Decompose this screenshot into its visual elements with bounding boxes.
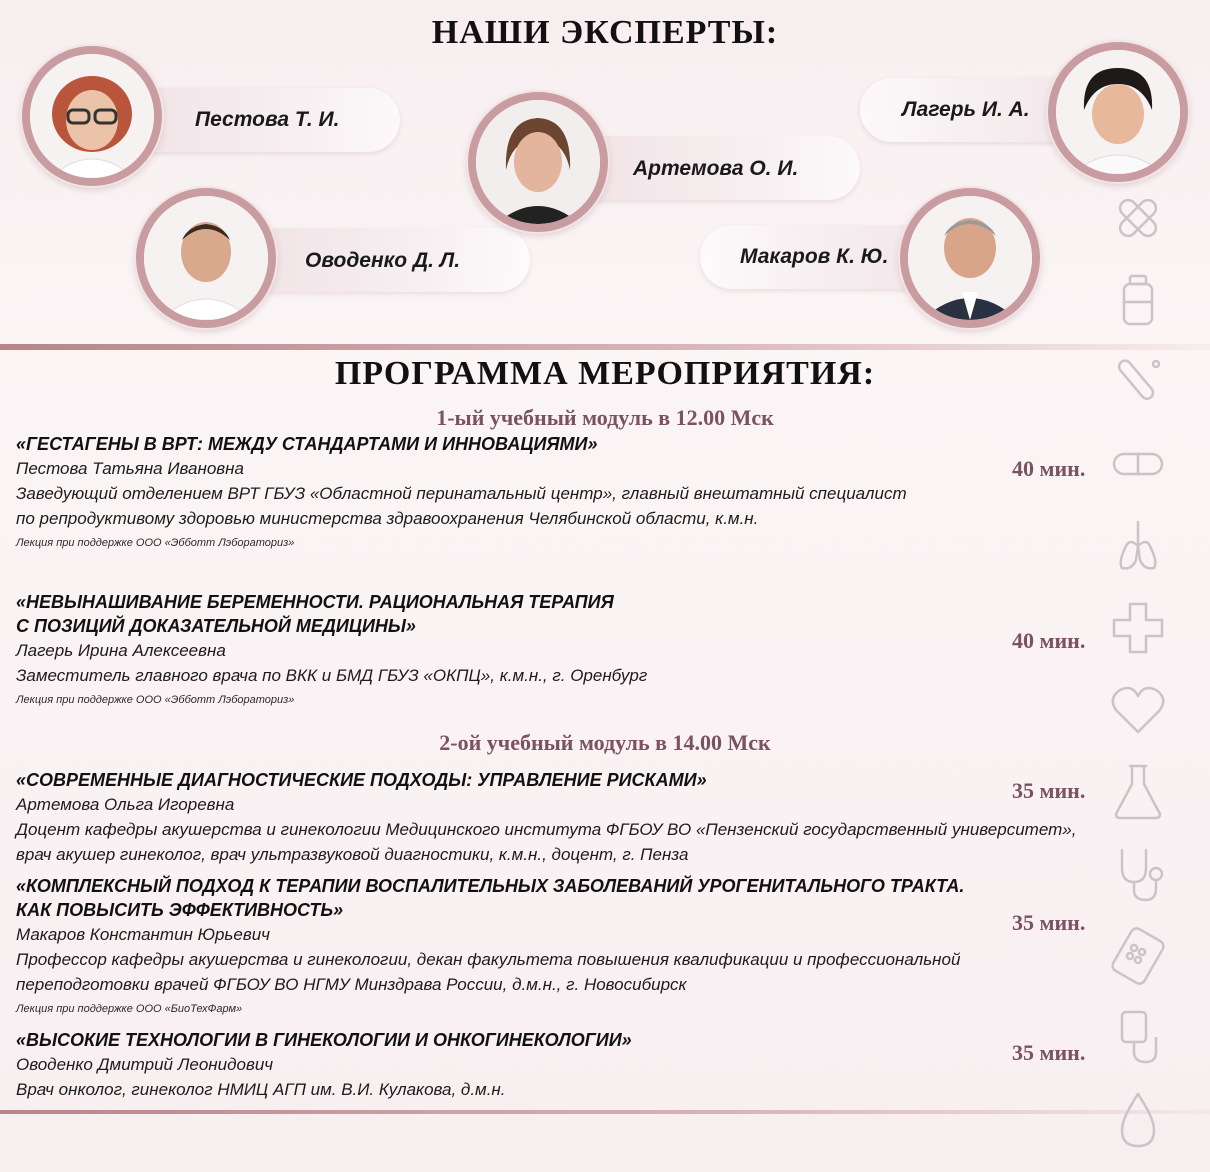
medical-cross-icon [1108, 598, 1168, 658]
talk-duration: 35 мин. [1012, 778, 1086, 803]
talk-description-line: Врач онколог, гинеколог НМИЦ АГП им. В.И. Кулакова, д.м.н. [16, 1080, 506, 1099]
section-divider [0, 344, 1210, 350]
talk-description-line: Заведующий отделением ВРТ ГБУЗ «Областной перинатальный центр», главный внештатный специалист [16, 484, 907, 503]
expert-photo [1048, 42, 1188, 182]
expert-photo [136, 188, 276, 328]
talk-sponsor: Лекция при поддержке ООО «БиоТехФарм» [16, 1003, 243, 1015]
expert-name: Оводенко Д. Л. [305, 249, 461, 272]
flask-icon [1108, 762, 1168, 822]
expert-name: Пестова Т. И. [195, 108, 340, 131]
talk-title [16, 432, 1096, 456]
talk-speaker: Пестова Татьяна Ивановна [16, 459, 244, 478]
talk-description-line: по репродуктивому здоровью министерства здравоохранения Челябинской области, к.м.н. [16, 509, 759, 528]
stethoscope-icon [1108, 844, 1168, 904]
program-talk [16, 432, 1096, 551]
thermometer-icon [1108, 352, 1168, 412]
talk-sponsor: Лекция при поддержке ООО «Эбботт Лэбораториз» [16, 537, 295, 549]
talk-title-line: С ПОЗИЦИЙ ДОКАЗАТЕЛЬНОЙ МЕДИЦИНЫ» [16, 616, 416, 636]
talk-title-line: «КОМПЛЕКСНЫЙ ПОДХОД К ТЕРАПИИ ВОСПАЛИТЕЛЬНЫХ ЗАБОЛЕВАНИЙ УРОГЕНИТАЛЬНОГО ТРАКТА. [16, 876, 965, 896]
talk-title [16, 874, 1096, 922]
talk-title-line: «ВЫСОКИЕ ТЕХНОЛОГИИ В ГИНЕКОЛОГИИ И ОНКОГИНЕКОЛОГИИ» [16, 1030, 632, 1050]
talk-title-line: «СОВРЕМЕННЫЕ ДИАГНОСТИЧЕСКИЕ ПОДХОДЫ: УПРАВЛЕНИЕ РИСКАМИ» [16, 770, 707, 790]
talk-title [16, 1028, 1096, 1052]
talk-sponsor: Лекция при поддержке ООО «Эбботт Лэбораториз» [16, 694, 295, 706]
lungs-icon [1108, 516, 1168, 576]
talk-description-line: Профессор кафедры акушерства и гинекологии, декан факультета повышения квалификации и профессиональной [16, 950, 961, 969]
experts-heading: НАШИ ЭКСПЕРТЫ: [431, 14, 779, 51]
talk-speaker: Артемова Ольга Игоревна [16, 795, 235, 814]
iv-drip-icon [1108, 1008, 1168, 1068]
talk-title-line: «ГЕСТАГЕНЫ В ВРТ: МЕЖДУ СТАНДАРТАМИ И ИННОВАЦИЯМИ» [16, 434, 598, 454]
program-heading: ПРОГРАММА МЕРОПРИЯТИЯ: [334, 355, 876, 392]
program-talk [16, 768, 1096, 867]
talk-description-line: Заместитель главного врача по ВКК и БМД ГБУЗ «ОКПЦ», к.м.н., г. Оренбург [16, 666, 648, 685]
expert-photo [22, 46, 162, 186]
talk-title-line: «НЕВЫНАШИВАНИЕ БЕРЕМЕННОСТИ. РАЦИОНАЛЬНАЯ ТЕРАПИЯ [16, 592, 614, 612]
talk-speaker: Оводенко Дмитрий Леонидович [16, 1055, 274, 1074]
talk-duration: 35 мин. [1012, 910, 1086, 935]
bottom-divider [0, 1110, 1210, 1114]
talk-duration: 40 мин. [1012, 628, 1086, 653]
talk-description-line: Доцент кафедры акушерства и гинекологии Медицинского института ФГБОУ ВО «Пензенский государственный университет», [16, 820, 1077, 839]
side-icon-column [1108, 188, 1174, 1172]
talk-title [16, 768, 1096, 792]
talk-description-line: переподготовки врачей ФГБОУ ВО НГМУ Минздрава России, д.м.н., г. Новосибирск [16, 975, 687, 994]
module-heading: 1-ый учебный модуль в 12.00 Мск [436, 405, 774, 430]
expert-photo [468, 92, 608, 232]
expert-name: Макаров К. Ю. [740, 245, 889, 268]
expert-name: Артемова О. И. [633, 157, 799, 180]
program-talk [16, 590, 1096, 708]
vial-icon [1108, 270, 1168, 330]
module-heading: 2-ой учебный модуль в 14.00 Мск [439, 730, 771, 755]
talk-description-line: врач акушер гинеколог, врач ультразвуковой диагностики, к.м.н., доцент, г. Пенза [16, 845, 689, 864]
program-talk [16, 874, 1096, 1017]
talk-title [16, 590, 1096, 638]
expert-name: Лагерь И. А. [902, 98, 1030, 121]
blister-pack-icon [1108, 926, 1168, 986]
talk-duration: 40 мин. [1012, 456, 1086, 481]
talk-title-line: КАК ПОВЫСИТЬ ЭФФЕКТИВНОСТЬ» [16, 900, 344, 920]
pill-icon [1108, 434, 1168, 494]
talk-duration: 35 мин. [1012, 1040, 1086, 1065]
talk-speaker: Макаров Константин Юрьевич [16, 925, 270, 944]
heart-icon [1108, 680, 1168, 740]
bandage-icon [1108, 188, 1168, 248]
talk-speaker: Лагерь Ирина Алексеевна [16, 641, 226, 660]
drop-icon [1108, 1090, 1168, 1150]
expert-photo [900, 188, 1040, 328]
program-talk [16, 1028, 1096, 1102]
